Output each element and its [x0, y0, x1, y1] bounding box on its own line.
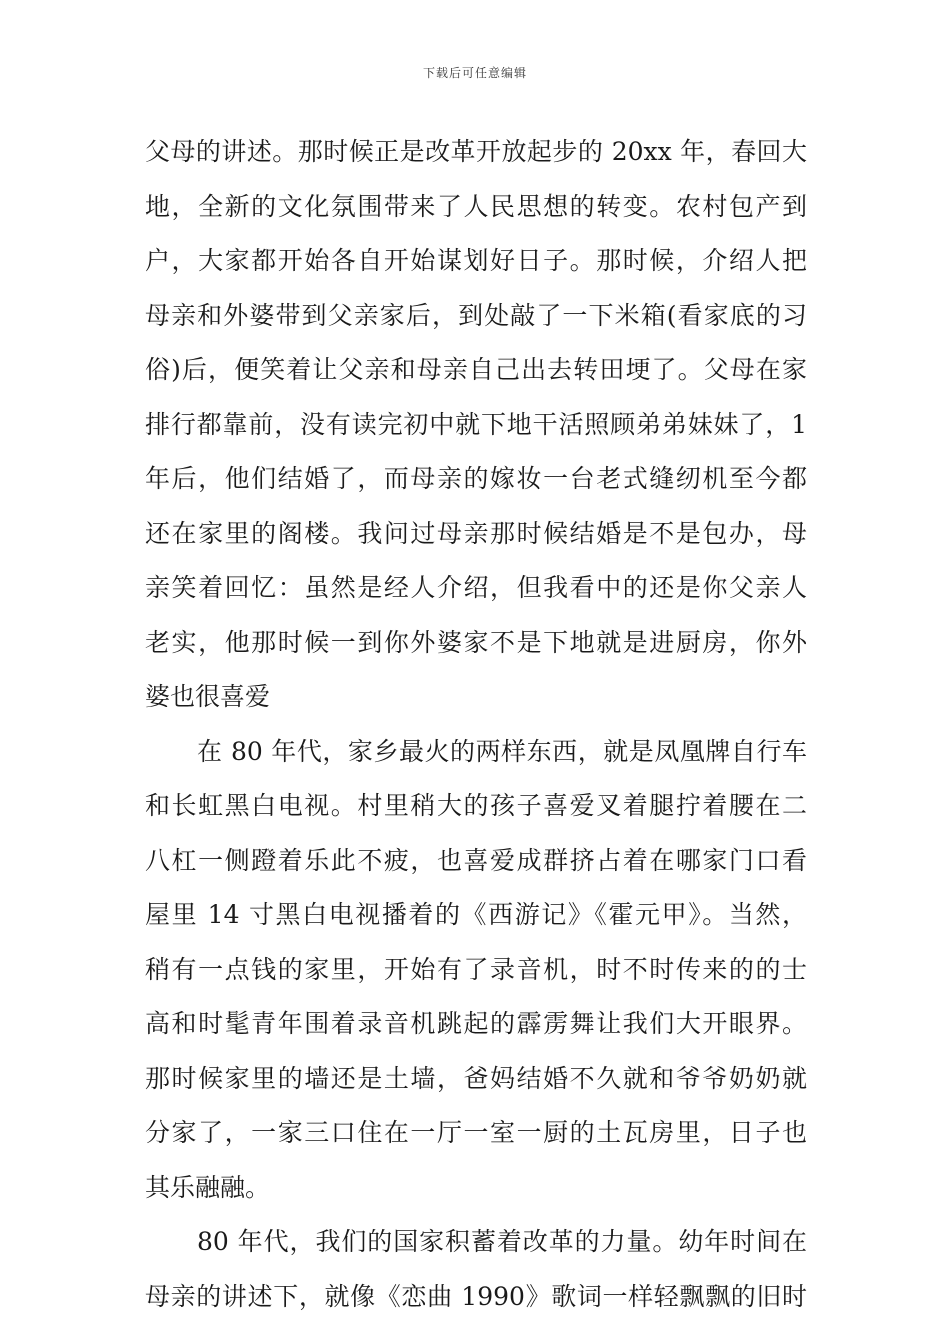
body-text — [145, 130, 807, 1329]
text-line: 还在家里的阁楼。我问过母亲那时候结婚是不是包办，母 — [145, 518, 807, 548]
text-line: 其乐融融。 — [145, 1172, 271, 1202]
text-line: 地，全新的文化氛围带来了人民思想的转变。农村包产到 — [145, 191, 807, 221]
text-line: 稍有一点钱的家里，开始有了录音机，时不时传来的的士 — [145, 954, 807, 984]
paragraph-1 — [145, 130, 807, 730]
paragraph-2 — [145, 730, 807, 1221]
text-line: 屋里 14 寸黑白电视播着的《西游记》《霍元甲》。当然， — [145, 900, 807, 929]
text-line: 和长虹黑白电视。村里稍大的孩子喜爱叉着腿拧着腰在二 — [145, 791, 807, 820]
text-line: 亲笑着回忆：虽然是经人介绍，但我看中的还是你父亲人 — [145, 573, 807, 602]
text-line: 父母的讲述。那时候正是改革开放起步的 20xx 年，春回大 — [145, 137, 807, 166]
text-line: 老实，他那时候一到你外婆家不是下地就是进厨房，你外 — [145, 627, 807, 657]
text-line: 那时候家里的墙还是土墙，爸妈结婚不久就和爷爷奶奶就 — [145, 1063, 807, 1093]
page-header: 下载后可任意编辑 — [422, 66, 527, 80]
text-line: 母亲和外婆带到父亲家后，到处敲了一下米箱(看家底的习 — [145, 300, 807, 330]
text-line: 80 年代，我们的国家积蓄着改革的力量。幼年时间在 — [197, 1227, 807, 1256]
text-line: 排行都靠前，没有读完初中就下地干活照顾弟弟妹妹了，1 — [145, 409, 807, 439]
text-line: 户，大家都开始各自开始谋划好日子。那时候，介绍人把 — [145, 246, 807, 275]
paragraph-3 — [145, 1220, 807, 1329]
text-line: 分家了，一家三口住在一厅一室一厨的土瓦房里，日子也 — [145, 1118, 807, 1147]
text-line: 母亲的讲述下，就像《恋曲 1990》歌词一样轻飘飘的旧时 — [145, 1281, 807, 1311]
text-line: 俗)后，便笑着让父亲和母亲自己出去转田埂了。父母在家 — [145, 355, 807, 384]
text-line: 高和时髦青年围着录音机跳起的霹雳舞让我们大开眼界。 — [145, 1009, 807, 1038]
text-line: 在 80 年代，家乡最火的两样东西，就是凤凰牌自行车 — [197, 736, 807, 766]
text-line: 年后，他们结婚了，而母亲的嫁妆一台老式缝纫机至今都 — [145, 464, 807, 493]
text-line: 婆也很喜爱 — [145, 682, 271, 711]
text-line: 八杠一侧蹬着乐此不疲，也喜爱成群挤占着在哪家门口看 — [145, 845, 807, 875]
